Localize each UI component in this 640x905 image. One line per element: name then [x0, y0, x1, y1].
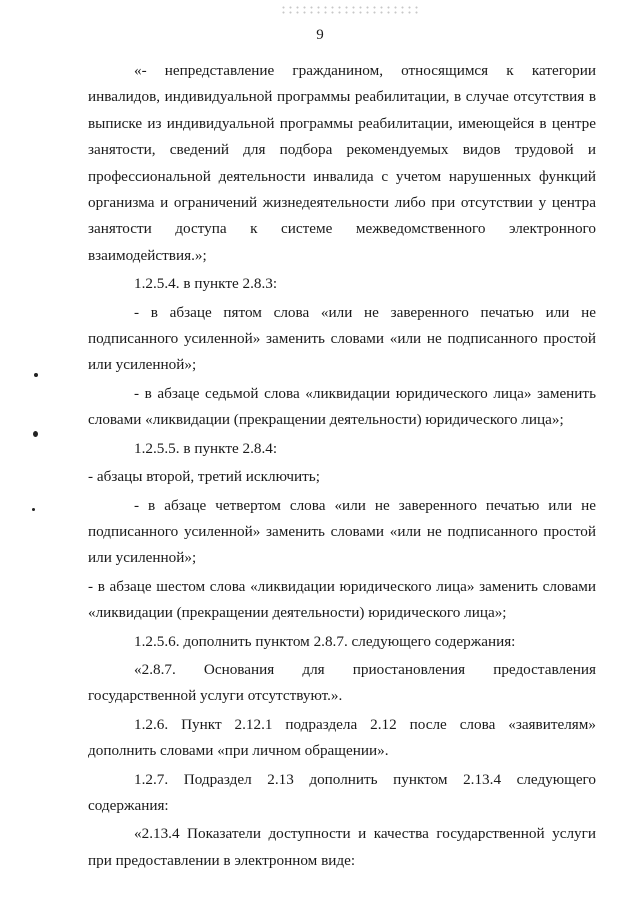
paragraph-abzac-4: - в абзаце четвертом слова «или не заверенного печатью или не подписанного усиленной» заменить словами «или не подписанного простой или усиленной»; [88, 496, 596, 567]
paragraph-exclude: - абзацы второй, третий исключить; [88, 468, 320, 486]
page-number: 9 [316, 27, 324, 43]
paragraph-quote-rehab: «- непредставление гражданином, относящимся к категории инвалидов, индивидуальной программы реабилитации, в случае отсутствия в выписке из индивидуальной программы реабилитации, имеющейся в центре занятости, сведений для подбора рекомендуемых видов трудовой и профессиональной деятельности инвалида с учетом нарушенных функций организма и ограничений жизнедеятельности либо при отсутствии у центра занятости доступа к системе межведомственного электронного взаимодействия.»; [88, 62, 596, 264]
paragraph-item-1-2-5-5: 1.2.5.5. в пункте 2.8.4: [134, 439, 278, 457]
paragraph-abzac-7: - в абзаце седьмой слова «ликвидации юридического лица» заменить словами «ликвидации (прекращении деятельности) юридического лица»; [88, 384, 596, 429]
document-body [88, 58, 596, 874]
paragraph-2-13-4: «2.13.4 Показатели доступности и качества государственной услуги при предоставлении в электронном виде: [88, 825, 596, 869]
paragraph-item-1-2-7: 1.2.7. Подраздел 2.13 дополнить пунктом 2.13.4 следующего содержания: [88, 770, 596, 814]
scan-speck [34, 373, 38, 377]
scan-noise [280, 5, 420, 15]
paragraph-item-1-2-5-6: 1.2.5.6. дополнить пунктом 2.8.7. следующего содержания: [134, 632, 516, 650]
paragraph-abzac-5: - в абзаце пятом слова «или не заверенного печатью или не подписанного усиленной» заменить словами «или не подписанного простой или усиленной»; [88, 303, 596, 374]
paragraph-abzac-6: - в абзаце шестом слова «ликвидации юридического лица» заменить словами «ликвидации (прекращении деятельности) юридического лица»; [88, 577, 596, 622]
paragraph-item-1-2-5-4: 1.2.5.4. в пункте 2.8.3: [134, 275, 278, 293]
paragraph-item-1-2-6: 1.2.6. Пункт 2.12.1 подраздела 2.12 после слова «заявителям» дополнить словами «при личном обращении». [88, 715, 596, 760]
scan-speck [33, 431, 38, 437]
scan-speck [32, 508, 35, 511]
paragraph-2-8-7: «2.8.7. Основания для приостановления предоставления государственной услуги отсутствуют.». [88, 660, 596, 705]
